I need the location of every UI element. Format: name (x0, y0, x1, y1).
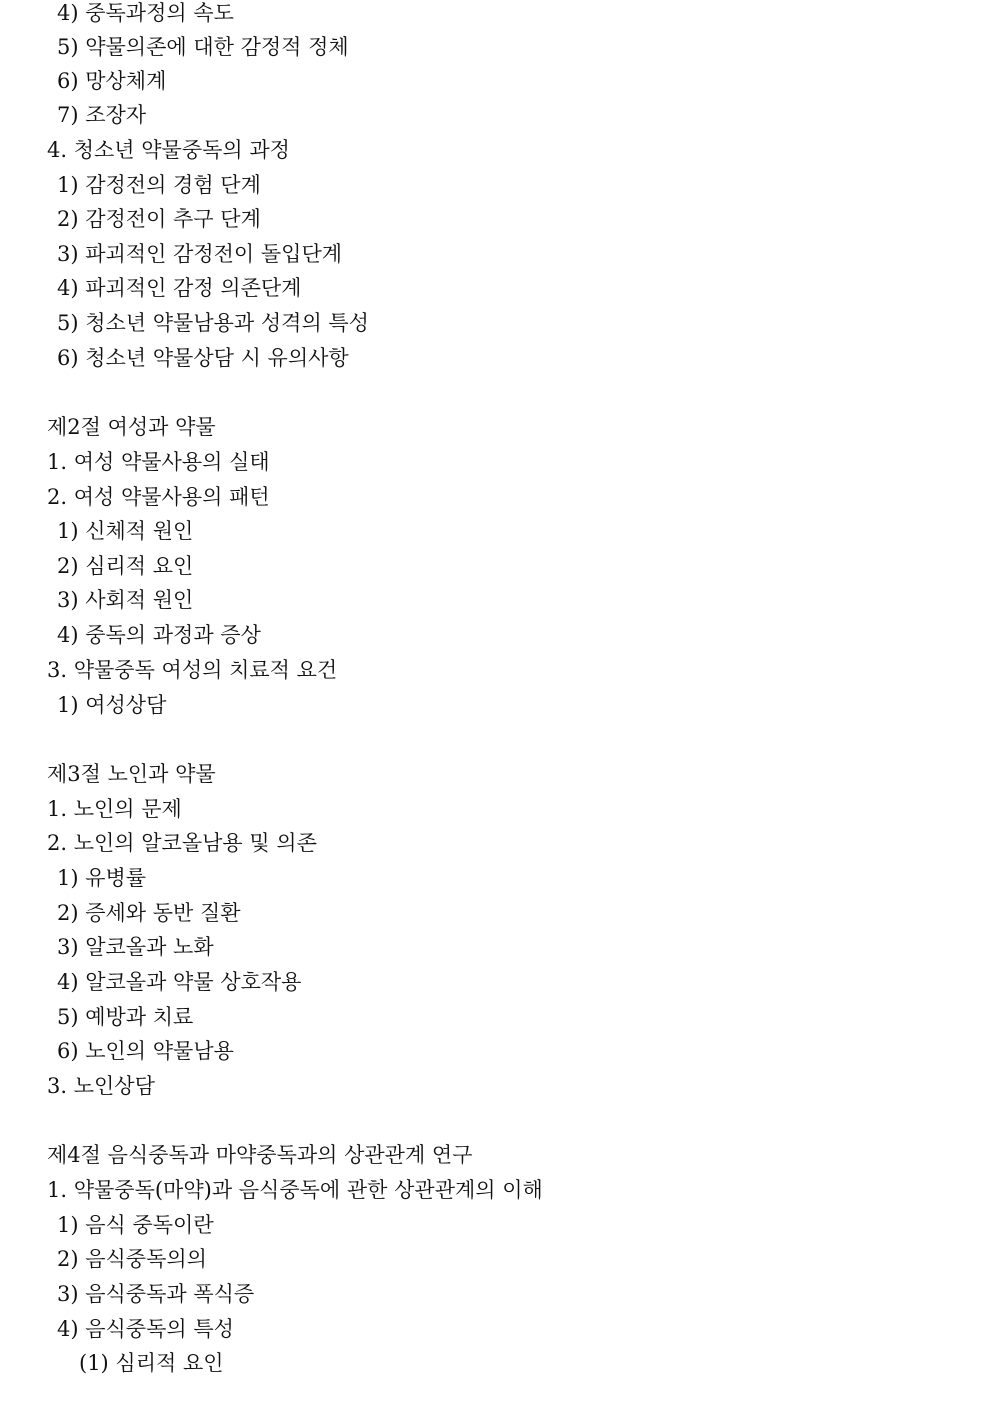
outline-item: 1) 신체적 원인 (57, 519, 194, 543)
outline-item: 5) 청소년 약물남용과 성격의 특성 (57, 311, 369, 335)
outline-item: 4) 음식중독의 특성 (57, 1317, 234, 1341)
outline-item: 3) 음식중독과 폭식증 (57, 1282, 255, 1306)
outline-item: 6) 노인의 약물남용 (57, 1039, 234, 1063)
section-title: 제3절 노인과 약물 (47, 762, 216, 786)
outline-item: 1) 감정전의 경험 단계 (57, 173, 261, 197)
outline-item: 4) 중독과정의 속도 (57, 1, 234, 25)
outline-item: 6) 망상체계 (57, 69, 167, 93)
outline-item: 3) 알코올과 노화 (57, 935, 214, 959)
outline-heading: 3. 약물중독 여성의 치료적 요건 (47, 658, 338, 682)
outline-item: 6) 청소년 약물상담 시 유의사항 (57, 346, 349, 370)
outline-item: 3) 파괴적인 감정전이 돌입단계 (57, 242, 343, 266)
outline-heading: 2. 노인의 알코올남용 및 의존 (47, 831, 317, 855)
outline-item: 4) 파괴적인 감정 의존단계 (57, 276, 302, 300)
outline-item: 2) 음식중독의의 (57, 1247, 207, 1271)
outline-heading: 4. 청소년 약물중독의 과정 (47, 138, 290, 162)
outline-item: 5) 약물의존에 대한 감정적 정체 (57, 35, 349, 59)
outline-heading: 1. 노인의 문제 (47, 797, 182, 821)
outline-heading: 3. 노인상담 (47, 1074, 155, 1098)
section-title: 제4절 음식중독과 마약중독과의 상관관계 연구 (47, 1143, 473, 1167)
outline-heading: 1. 약물중독(마약)과 음식중독에 관한 상관관계의 이해 (47, 1178, 543, 1202)
outline-item: 1) 유병률 (57, 866, 147, 890)
outline-item: 1) 음식 중독이란 (57, 1213, 214, 1237)
outline-item: 2) 심리적 요인 (57, 554, 194, 578)
outline-subitem: (1) 심리적 요인 (79, 1351, 224, 1375)
outline-heading: 1. 여성 약물사용의 실태 (47, 450, 270, 474)
outline-item: 1) 여성상담 (57, 693, 167, 717)
outline-item: 4) 중독의 과정과 증상 (57, 623, 261, 647)
outline-item: 7) 조장자 (57, 103, 147, 127)
section-title: 제2절 여성과 약물 (47, 415, 216, 439)
outline-item: 5) 예방과 치료 (57, 1005, 194, 1029)
outline-item: 2) 감정전이 추구 단계 (57, 207, 261, 231)
outline-item: 4) 알코올과 약물 상호작용 (57, 970, 302, 994)
outline-item: 2) 증세와 동반 질환 (57, 901, 241, 925)
outline-item: 3) 사회적 원인 (57, 588, 194, 612)
outline-heading: 2. 여성 약물사용의 패턴 (47, 485, 270, 509)
